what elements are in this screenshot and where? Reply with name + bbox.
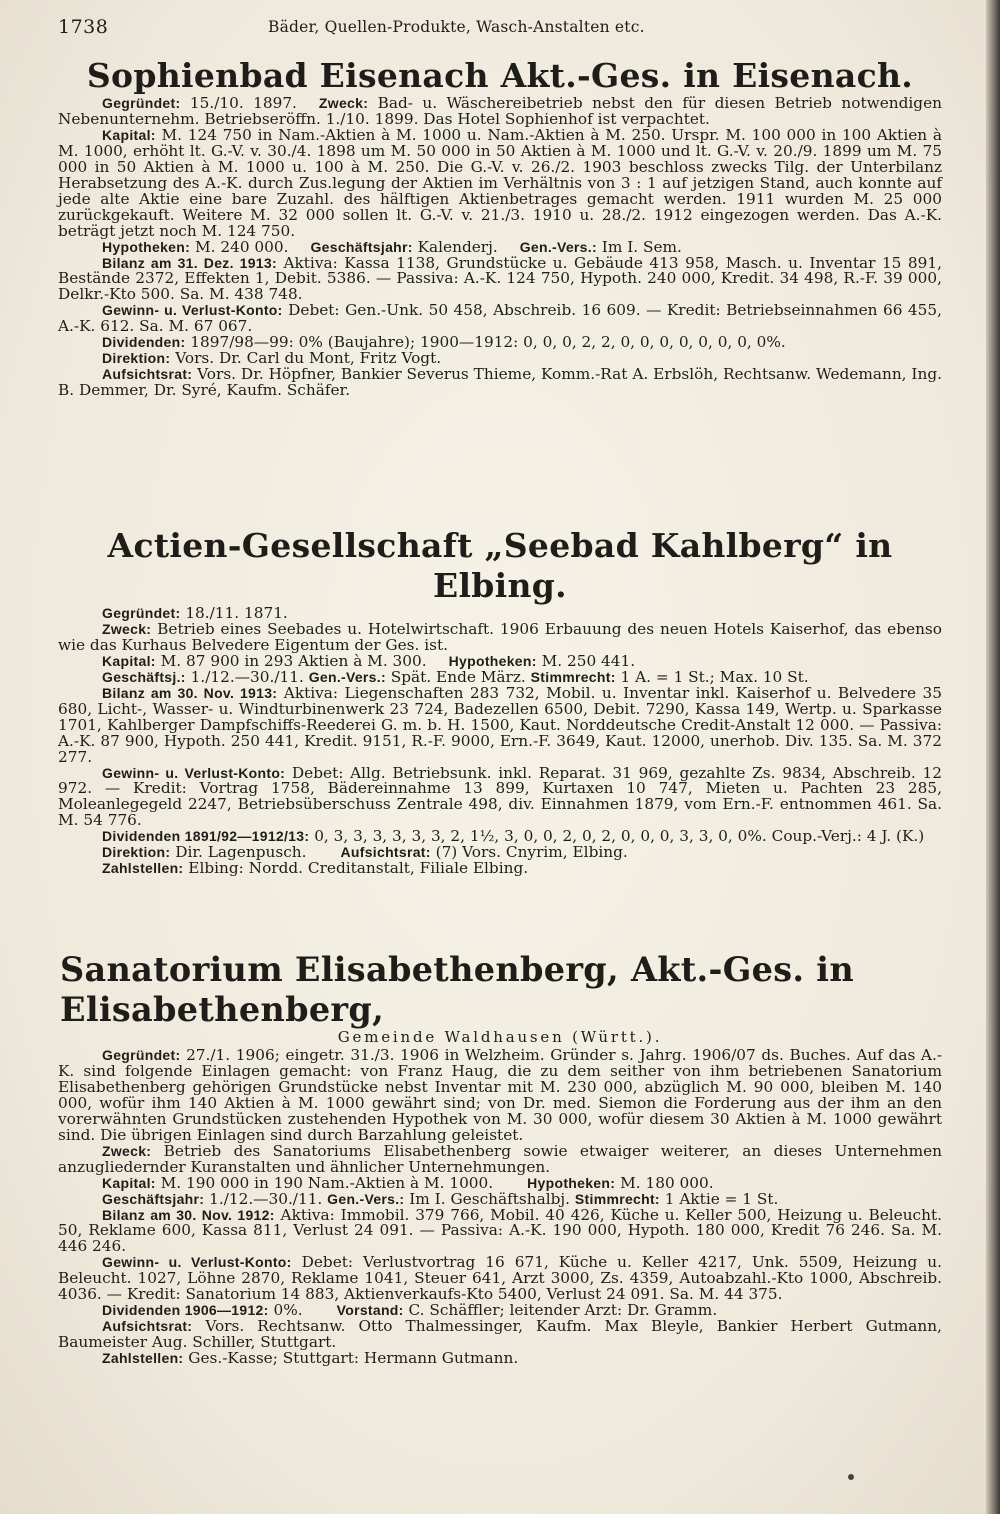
company-subtitle: Gemeinde Waldhausen (Württ.). (337, 1028, 663, 1046)
running-head: Bäder, Quellen-Produkte, Wasch-Anstalten etc. (268, 18, 645, 36)
entry-dividends: Dividenden 1891/92—1912/13: 0, 3, 3, 3, 3, 3, 3, 2, 1½, 3, 0, 0, 2, 0, 2, 0, 0, 0, 3, 3, 0, 0%. Coup.-Verj.: 4 J. (K.) (102, 827, 925, 846)
entry-capital: Kapital: M. 87 900 in 293 Aktien à M. 300. Hypotheken: M. 250 441. (102, 651, 636, 670)
entry-mortgages: Hypotheken: M. 240 000. Geschäftsjahr: Kalenderj. Gen.-Vers.: Im I. Sem. (102, 237, 682, 256)
entry-paying-agents: Zahlstellen: Ges.-Kasse; Stuttgart: Hermann Gutmann. (102, 1349, 519, 1368)
company-title: Sophienbad Eisenach Akt.-Ges. in Eisenach. (86, 56, 914, 95)
page-edge-shadow (986, 0, 1000, 1514)
company-title: Actien-Gesellschaft „Seebad Kahlberg“ in Elbing. (107, 526, 893, 605)
entry-profit-loss: Gewinn- u. Verlust-Konto: Debet: Verlustvortrag 16 671, Küche u. Keller 4217, Unk. 5509, Heizung u. Beleucht. 1027, Löhne 2870, Reklame 1041, Steuer 641, Arzt 3000, Zs. 4359, Autoabzahl.-Kto 1000, Abschreib. 4036. — Kredit: Sanatorium 14 883, Aktienverkaufs-Kto 5400, Verlust 24 091. Sa. M. 44 375. (58, 1253, 942, 1304)
entry-supervisory-board: Aufsichtsrat: Vors. Rechtsanw. Otto Thalmessinger, Kaufm. Max Bleyle, Bankier Herbert Gutmann, Baumeister Aug. Schiller, Stuttgart. (58, 1317, 942, 1352)
entry-supervisory-board: Aufsichtsrat: Vors. Dr. Höpfner, Bankier Severus Thieme, Komm.-Rat A. Erbslöh, Rechtsanw. Wedemann, Ing. B. Demmer, Dr. Syré, Kaufm. Schäfer. (58, 365, 942, 400)
entry-founded: Gegründet: 18./11. 1871. (102, 604, 288, 622)
ink-dot (848, 1474, 854, 1480)
entry-balance: Bilanz am 30. Nov. 1912: Aktiva: Immobil. 379 766, Mobil. 40 426, Küche u. Keller 500, Heizung u. Beleucht. 50, Reklame 600, Kassa 811, Verlust 24 091. — Passiva: A.-K. 190 000, Hypoth. 180 000, Kredit 76 246. Sa. M. 446 246. (58, 1205, 942, 1256)
page-header (58, 16, 938, 44)
entry-founded: Gegründet: 27./1. 1906; eingetr. 31./3. 1906 in Welzheim. Gründer s. Jahrg. 1906/07 ds. Buches. Auf das A.-K. sind folgende Einlagen gemacht: von Franz Haug, die zu dem seither von ihm betriebenen Sanatorium Elisabethenberg gehörigen Grundstücke nebst Inventar mit M. 230 000, abzüglich M. 90 000, bleiben M. 140 000, wofür ihm 140 Aktien à M. 1000 gewährt sind; von Dr. med. Siemon die Forderung aus der ihm an den vorerwähnten Grundstücken zustehenden Hypothek von M. 30 000, wofür diesem 30 Aktien à M. 1000 gewährt sind. Die übrigen Einlagen sind durch Barzahlung geleistet. (58, 1046, 942, 1144)
entry-profit-loss: Gewinn- u. Verlust-Konto: Debet: Allg. Betriebsunk. inkl. Reparat. 31 969, gezahlte Zs. 9834, Abschreib. 12 972. — Kredit: Vortrag 1758, Bädereinnahme 13 899, Kurtaxen 10 747, Mieten u. Pachten 23 285, Moleanlegegeld 2247, Betriebsüberschuss Zentrale 498, div. Einnahmen 1879, vom Ern.-F. entnommen 461. Sa. M. 54 776. (58, 763, 942, 830)
company-entry-sophienbad (58, 56, 942, 399)
entry-paying-agents: Zahlstellen: Elbing: Nordd. Creditanstalt, Filiale Elbing. (102, 859, 529, 878)
company-title: Sanatorium Elisabethenberg, Akt.-Ges. in Elisabethenberg, (60, 950, 854, 1029)
entry-founded-purpose: Gegründet: 15./10. 1897. Zweck: Bad- u. Wäschereibetrieb nebst den für diesen Betrieb notwendigen Nebenunternehm. Betriebseröffn. 1./10. 1899. Das Hotel Sophienhof ist verpachtet. (58, 94, 942, 128)
entry-dividends: Dividenden: 1897/98—99: 0% (Baujahre); 1900—1912: 0, 0, 0, 2, 2, 0, 0, 0, 0, 0, 0, 0, 0%. (102, 333, 786, 352)
entry-fiscal-year: Geschäftsj.: 1./12.—30./11. Gen.-Vers.: Spät. Ende März. Stimmrecht: 1 A. = 1 St.; Max. 10 St. (102, 667, 809, 686)
entry-purpose: Zweck: Betrieb eines Seebades u. Hotelwirtschaft. 1906 Erbauung des neuen Hotels Kaiserhof, das ebenso wie das Kurhaus Belvedere Eigentum der Ges. ist. (58, 619, 942, 654)
entry-balance: Bilanz am 31. Dez. 1913: Aktiva: Kassa 1138, Grundstücke u. Gebäude 413 958, Masch. u. Inventar 15 891, Bestände 2372, Effekten 1, Debit. 5386. — Passiva: A.-K. 124 750, Hypoth. 240 000, Kredit. 34 498, R.-F. 39 000, Delkr.-Kto 500. Sa. M. 438 748. (58, 253, 942, 304)
entry-profit-loss: Gewinn- u. Verlust-Konto: Debet: Gen.-Unk. 50 458, Abschreib. 16 609. — Kredit: Betriebseinnahmen 66 455, A.-K. 612. Sa. M. 67 067. (58, 301, 942, 336)
entry-management: Direktion: Dir. Lagenpusch. Aufsichtsrat: (7) Vors. Cnyrim, Elbing. (102, 843, 628, 862)
entry-fiscal-year: Geschäftsjahr: 1./12.—30./11. Gen.-Vers.: Im I. Geschäftshalbj. Stimmrecht: 1 Aktie = 1 St. (102, 1189, 779, 1208)
entry-capital: Kapital: M. 190 000 in 190 Nam.-Aktien à M. 1000. Hypotheken: M. 180 000. (102, 1173, 714, 1192)
entry-purpose: Zweck: Betrieb des Sanatoriums Elisabethenberg sowie etwaiger weiterer, an dieses Unternehmen anzugliedernder Kuranstalten und ähnlicher Unternehmungen. (58, 1141, 942, 1176)
page-number: 1738 (58, 16, 109, 38)
entry-balance: Bilanz am 30. Nov. 1913: Aktiva: Liegenschaften 283 732, Mobil. u. Inventar inkl. Kaiserhof u. Belvedere 35 680, Licht-, Wasser- u. Windturbinenwerk 23 724, Badezellen 6500, Debit. 7290, Kassa 149, Wertp. u. Sparkasse 1701, Kahlberger Dampfschiffs-Reederei G. m. b. H. 1500, Kaut. Norddeutsche Credit-Anstalt 12 000. — Passiva: A.-K. 87 900, Hypoth. 250 441, Kredit. 9151, R.-F. 9000, Ern.-F. 3649, Kaut. 12000, unerhob. Div. 135. Sa. M. 372 277. (58, 683, 942, 766)
company-entry-seebad-kahlberg (58, 526, 942, 877)
entry-capital: Kapital: M. 124 750 in Nam.-Aktien à M. 1000 u. Nam.-Aktien à M. 250. Urspr. M. 100 000 in 100 Aktien à M. 1000, erhöht lt. G.-V. v. 30./4. 1898 um M. 50 000 in 50 Aktien à M. 1000 und lt. G.-V. v. 20./9. 1899 um M. 75 000 in 50 Aktien à M. 1000 u. 100 à M. 250. Die G.-V. v. 26./2. 1903 beschloss zwecks Tilg. der Unterbilanz Herabsetzung des A.-K. durch Zus.legung der Aktien im Verhältnis von 3 : 1 auf jetzigen Stand, auch konnte auf jede alte Aktie eine bare Zuzahl. des hälftigen Aktienbetrages gemacht werden. 1911 wurden M. 25 000 zurückgekauft. Weitere M. 32 000 sollen lt. G.-V. v. 21./3. 1910 u. 28./2. 1912 eingezogen werden. Das A.-K. beträgt jetzt noch M. 124 750. (58, 125, 942, 240)
entry-management: Direktion: Vors. Dr. Carl du Mont, Fritz Vogt. (102, 349, 442, 368)
company-entry-sanatorium-elisabethenberg (58, 950, 942, 1367)
entry-dividends: Dividenden 1906—1912: 0%. Vorstand: C. Schäffler; leitender Arzt: Dr. Gramm. (102, 1301, 718, 1320)
